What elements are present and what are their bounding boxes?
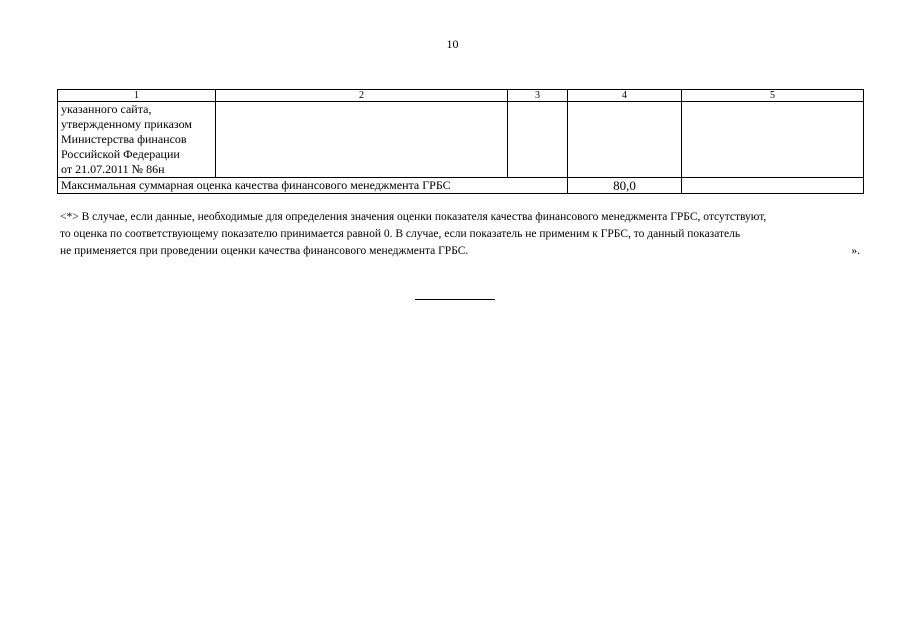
end-of-document-rule [415, 299, 495, 300]
table-cell-col4 [568, 102, 682, 178]
summary-cell-col5 [682, 178, 864, 194]
summary-row [58, 178, 864, 194]
footnote-last-line [60, 243, 860, 260]
table-row [58, 102, 864, 178]
table-header-row [58, 90, 864, 102]
description-line: Российской Федерации [61, 147, 180, 161]
description-line: Министерства финансов [61, 132, 187, 146]
footnote-line: не применяется при проведении оценки качества финансового менеджмента ГРБС. [60, 245, 469, 257]
column-header-4: 4 [568, 90, 682, 102]
closing-quote: ». [851, 245, 860, 257]
column-header-1: 1 [58, 90, 216, 102]
column-header-2: 2 [216, 90, 508, 102]
description-line: указанного сайта, [61, 102, 152, 116]
table-cell-col5 [682, 102, 864, 178]
footnote-line: <*> В случае, если данные, необходимые для определения значения оценки показателя качества финансового менеджмента ГРБС, отсутствуют, [60, 211, 767, 223]
table-cell-col2 [216, 102, 508, 178]
description-line: от 21.07.2011 № 86н [61, 162, 165, 176]
column-header-3: 3 [508, 90, 568, 102]
summary-label: Максимальная суммарная оценка качества финансового менеджмента ГРБС [58, 178, 568, 194]
footnote-line: то оценка по соответствующему показателю принимается равной 0. В случае, если показатель не применим к ГРБС, то данный показатель [60, 228, 741, 240]
description-line: утвержденному приказом [61, 117, 192, 131]
column-header-5: 5 [682, 90, 864, 102]
indicator-description-cell [58, 102, 216, 178]
footnote [60, 209, 860, 260]
table-cell-col3 [508, 102, 568, 178]
summary-value: 80,0 [568, 178, 682, 194]
page-number: 10 [446, 37, 459, 51]
assessment-table [57, 89, 864, 194]
